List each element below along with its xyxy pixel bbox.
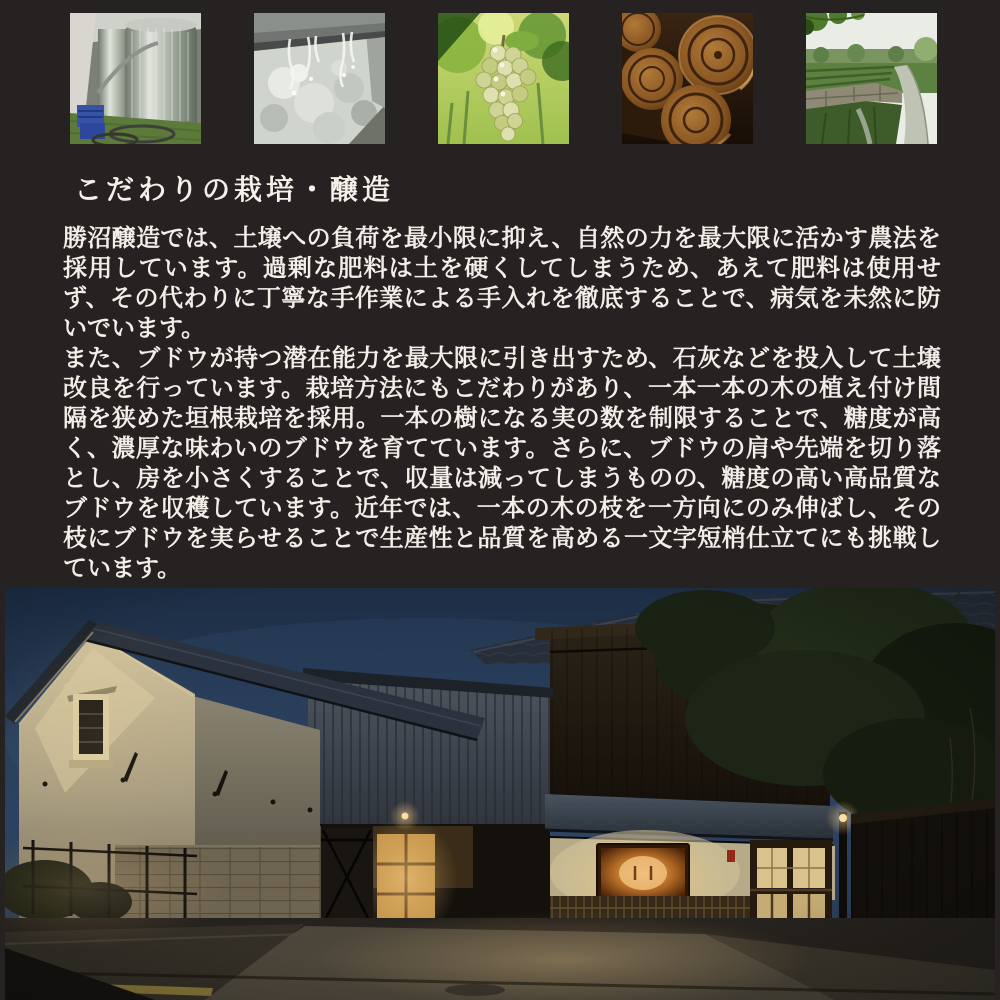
thumbnail-gallery bbox=[70, 13, 938, 144]
grape-crush-water-image bbox=[254, 13, 385, 144]
paragraph-soil-improvement: また、ブドウが持つ潜在能力を最大限に引き出すため、石灰などを投入して土壌改良を行っています。栽培方法にもこだわりがあり、一本一本の木の植え付け間隔を狭めた垣根栽培を採用。一本の樹になる実の数を制限することで、糖度が高く、濃厚な味わいのブドウを育てています。さらに、ブドウの肩や先端を切り落とし、房を小さくすることで、収量は減ってしまうものの、糖度の高い高品質なブドウを収穫しています。近年では、一本の木の枝を一方向にのみ伸ばし、その枝にブドウを実らせることで生産性と品質を高める一文字短梢仕立てにも挑戦しています。 bbox=[63, 346, 941, 582]
grape-crush-water-photo bbox=[254, 13, 385, 144]
winery-building-night-image bbox=[5, 588, 995, 1000]
vineyard-stone-path-photo bbox=[806, 13, 937, 144]
white-grape-cluster-image bbox=[438, 13, 569, 144]
section-heading: こだわりの栽培・醸造 bbox=[74, 175, 395, 206]
section-body bbox=[63, 224, 941, 584]
vineyard-stone-path-image bbox=[806, 13, 937, 144]
white-grape-cluster-photo bbox=[438, 13, 569, 144]
paragraph-cultivation: 勝沼醸造では、土壌への負荷を最小限に抑え、自然の力を最大限に活かす農法を採用しています。過剰な肥料は土を硬くしてしまうため、あえて肥料は使用せず、その代わりに丁寧な手作業による手入れを徹底することで、病気を未然に防いでいます。 bbox=[63, 226, 941, 342]
oak-wine-barrels-photo bbox=[622, 13, 753, 144]
winery-steel-tanks-photo bbox=[70, 13, 201, 144]
winery-steel-tanks-image bbox=[70, 13, 201, 144]
winery-building-night-photo bbox=[5, 588, 995, 1000]
oak-wine-barrels-image bbox=[622, 13, 753, 144]
